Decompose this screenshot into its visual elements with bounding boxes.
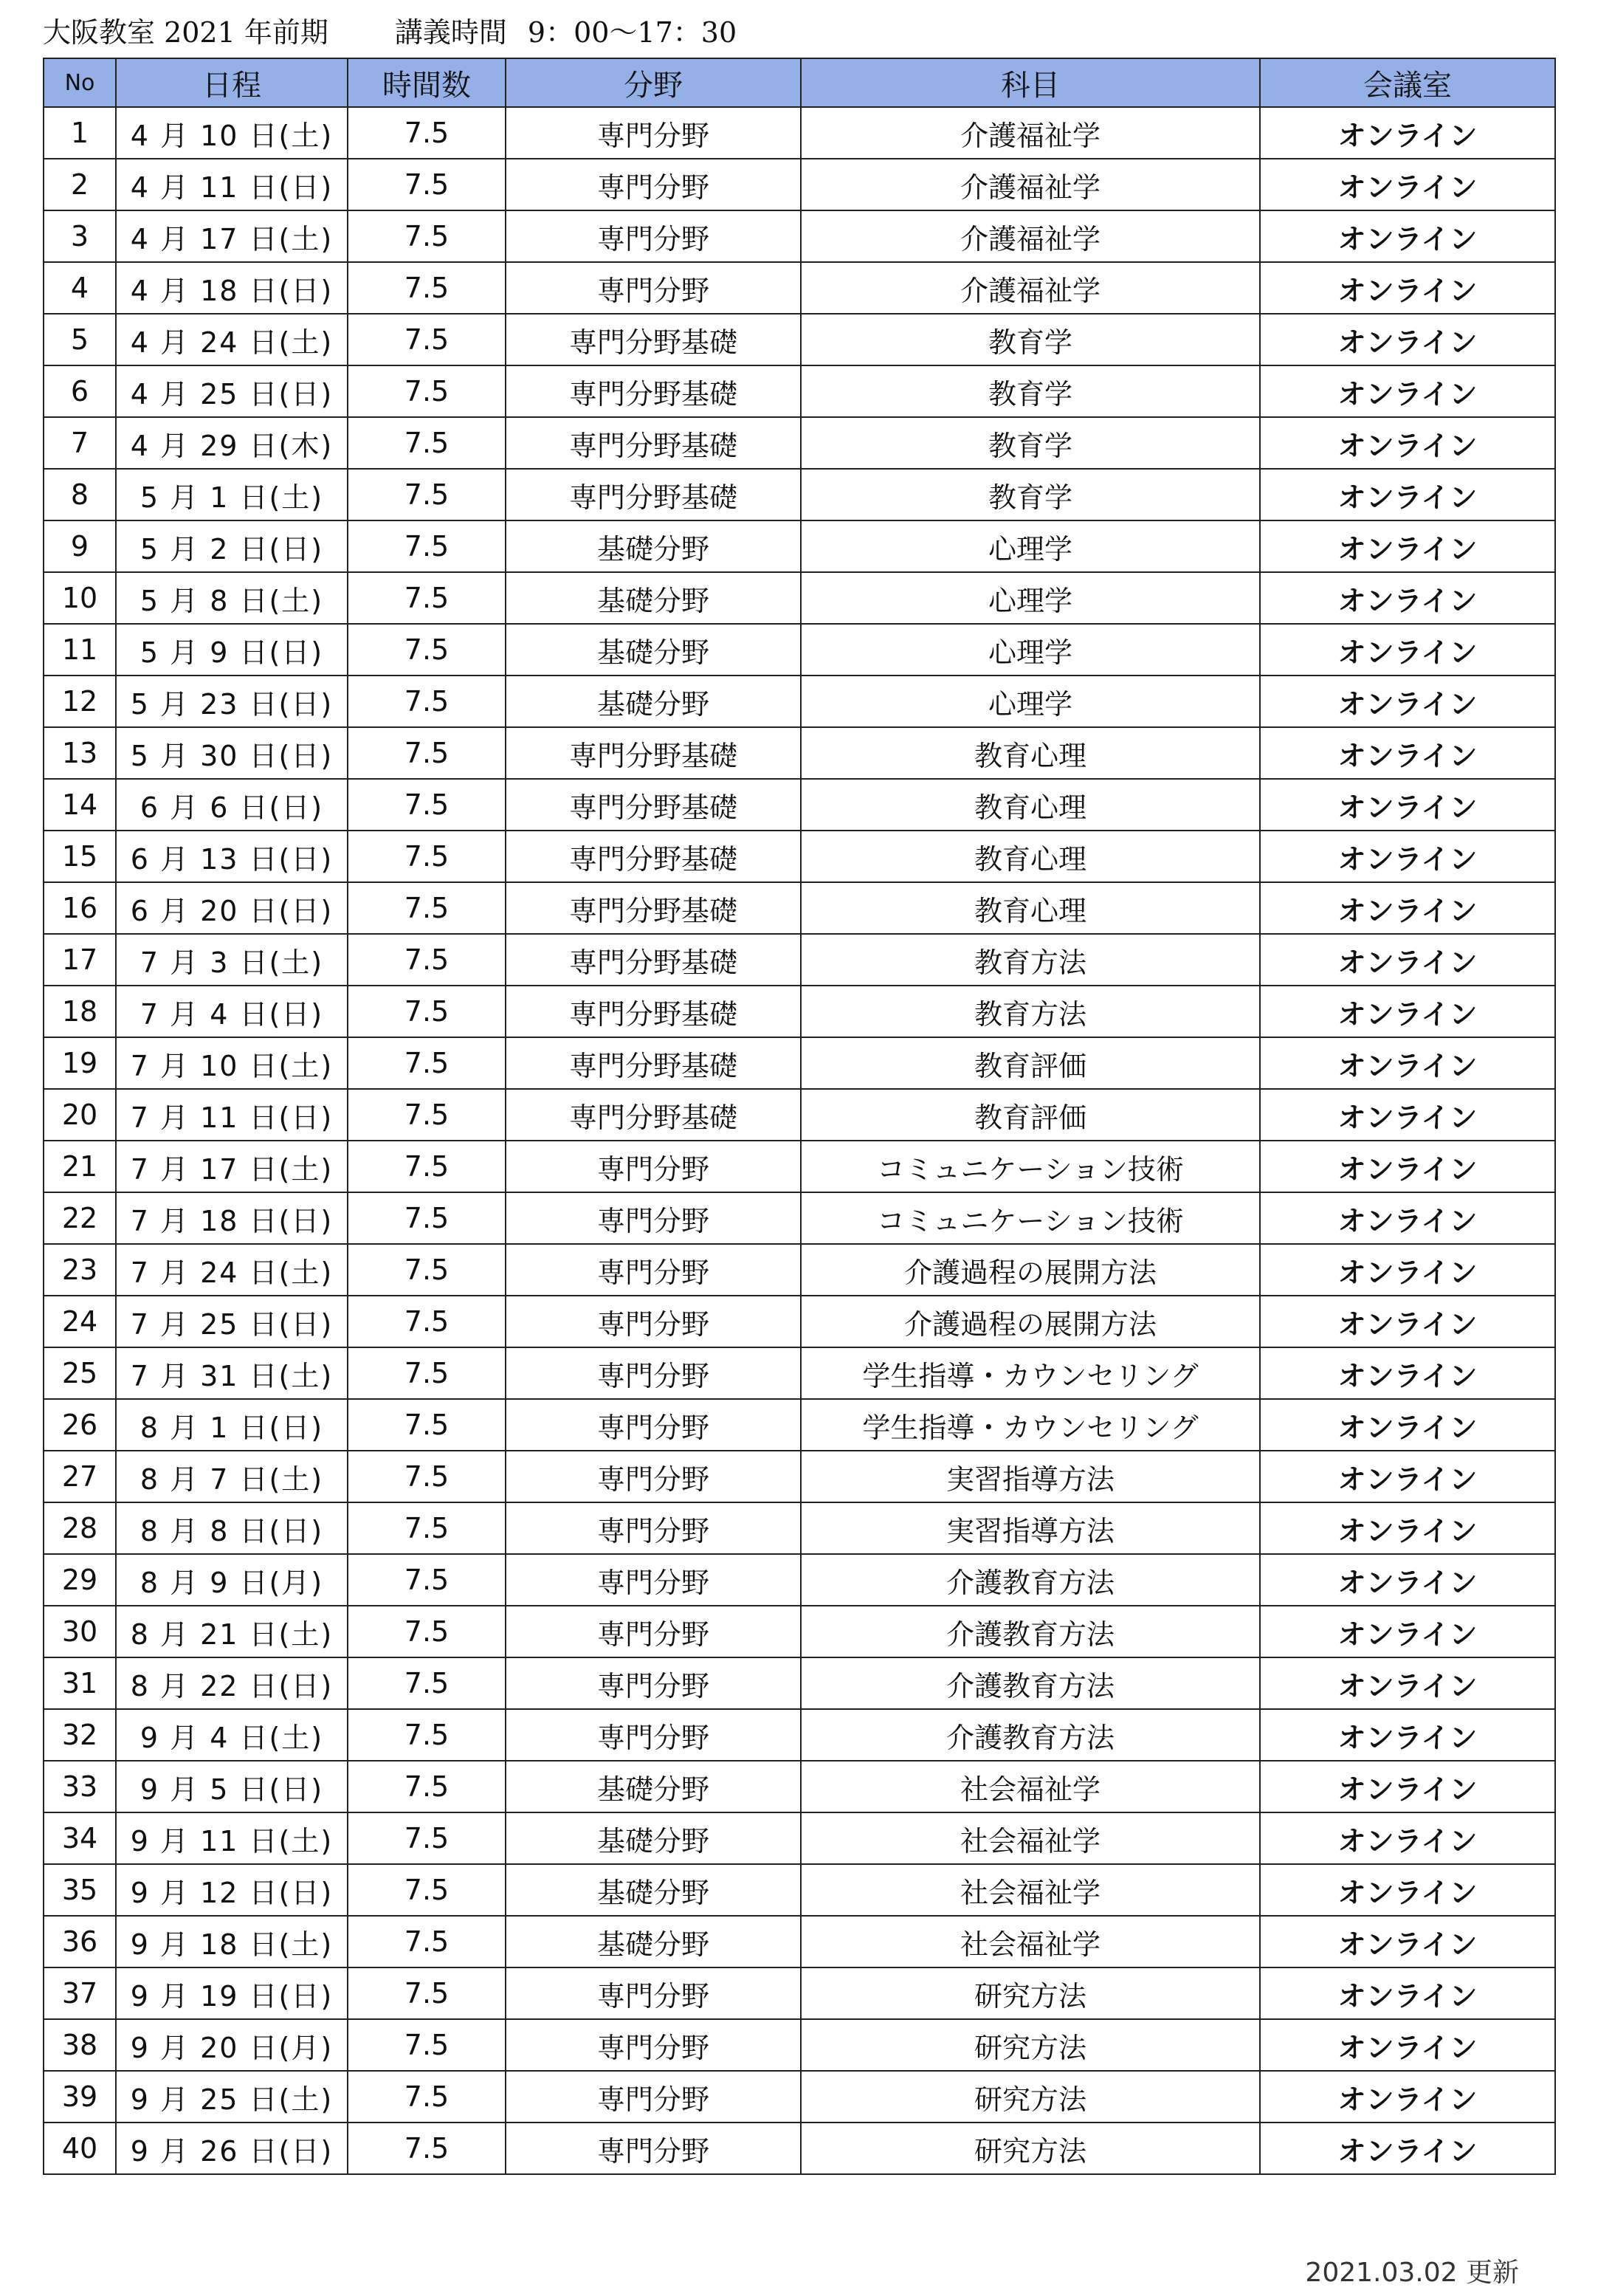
row-date: 9 月 5 日(日) [116,1761,348,1812]
row-field: 専門分野基礎 [506,986,801,1037]
row-hours: 7.5 [348,779,506,831]
table-row [44,1864,1555,1916]
row-number: 12 [44,676,116,727]
row-subject: 介護教育方法 [801,1657,1260,1709]
row-hours: 7.5 [348,624,506,676]
lecture-hours-value: 9：00～17：30 [527,16,737,49]
row-subject: 心理学 [801,572,1260,624]
row-subject: 教育学 [801,314,1260,365]
row-field: 専門分野 [506,1399,801,1451]
row-field: 専門分野基礎 [506,831,801,882]
row-hours: 7.5 [348,1037,506,1089]
row-field: 基礎分野 [506,1916,801,1967]
row-subject: 介護教育方法 [801,1554,1260,1606]
row-date: 6 月 20 日(日) [116,882,348,934]
row-hours: 7.5 [348,469,506,520]
row-hours: 7.5 [348,1812,506,1864]
row-hours: 7.5 [348,262,506,314]
row-date: 7 月 3 日(土) [116,934,348,986]
row-room: オンライン [1260,314,1555,365]
row-room: オンライン [1260,1451,1555,1502]
row-number: 37 [44,1967,116,2019]
row-hours: 7.5 [348,210,506,262]
row-subject: 介護過程の展開方法 [801,1244,1260,1296]
table-row [44,1761,1555,1812]
row-field: 専門分野 [506,262,801,314]
row-subject: 介護福祉学 [801,262,1260,314]
row-field: 専門分野 [506,1967,801,2019]
row-subject: 教育方法 [801,986,1260,1037]
row-field: 専門分野基礎 [506,314,801,365]
row-date: 8 月 1 日(日) [116,1399,348,1451]
row-subject: 研究方法 [801,2019,1260,2071]
row-room: オンライン [1260,417,1555,469]
row-hours: 7.5 [348,1192,506,1244]
row-date: 9 月 18 日(土) [116,1916,348,1967]
row-date: 5 月 2 日(日) [116,520,348,572]
row-field: 専門分野基礎 [506,1037,801,1089]
row-hours: 7.5 [348,1606,506,1657]
row-subject: 心理学 [801,520,1260,572]
row-field: 専門分野 [506,1709,801,1761]
row-room: オンライン [1260,624,1555,676]
document-header [43,10,737,55]
row-field: 専門分野 [506,1141,801,1192]
row-room: オンライン [1260,1037,1555,1089]
row-subject: 教育心理 [801,727,1260,779]
row-room: オンライン [1260,159,1555,210]
row-subject: 教育評価 [801,1037,1260,1089]
row-number: 33 [44,1761,116,1812]
row-date: 9 月 20 日(月) [116,2019,348,2071]
row-number: 2 [44,159,116,210]
row-subject: 教育学 [801,365,1260,417]
row-hours: 7.5 [348,1761,506,1812]
row-subject: 研究方法 [801,1967,1260,2019]
table-row [44,882,1555,934]
row-date: 7 月 18 日(日) [116,1192,348,1244]
row-field: 専門分野 [506,107,801,159]
row-subject: 介護福祉学 [801,107,1260,159]
row-date: 9 月 19 日(日) [116,1967,348,2019]
row-subject: 社会福祉学 [801,1761,1260,1812]
row-field: 専門分野基礎 [506,469,801,520]
row-date: 4 月 17 日(土) [116,210,348,262]
row-subject: 心理学 [801,676,1260,727]
row-date: 4 月 25 日(日) [116,365,348,417]
row-date: 7 月 11 日(日) [116,1089,348,1141]
row-room: オンライン [1260,1141,1555,1192]
row-room: オンライン [1260,1812,1555,1864]
row-field: 基礎分野 [506,1812,801,1864]
row-room: オンライン [1260,831,1555,882]
row-subject: 介護過程の展開方法 [801,1296,1260,1347]
table-body [44,107,1555,2174]
row-room: オンライン [1260,882,1555,934]
row-room: オンライン [1260,1089,1555,1141]
table-row [44,520,1555,572]
row-subject: コミュニケーション技術 [801,1141,1260,1192]
row-room: オンライン [1260,1399,1555,1451]
table-row [44,1502,1555,1554]
row-hours: 7.5 [348,1089,506,1141]
row-room: オンライン [1260,1554,1555,1606]
table-row [44,1296,1555,1347]
row-room: オンライン [1260,2019,1555,2071]
table-row [44,1967,1555,2019]
table-row [44,1141,1555,1192]
row-field: 専門分野 [506,2019,801,2071]
table-row [44,2071,1555,2123]
table-row [44,210,1555,262]
table-row [44,1244,1555,1296]
row-room: オンライン [1260,1192,1555,1244]
row-number: 23 [44,1244,116,1296]
row-room: オンライン [1260,1296,1555,1347]
row-date: 5 月 23 日(日) [116,676,348,727]
column-header-subject: 科目 [801,58,1260,107]
row-date: 7 月 24 日(土) [116,1244,348,1296]
row-number: 36 [44,1916,116,1967]
row-subject: 心理学 [801,624,1260,676]
row-field: 専門分野基礎 [506,779,801,831]
table-row [44,779,1555,831]
row-number: 32 [44,1709,116,1761]
row-hours: 7.5 [348,2071,506,2123]
row-room: オンライン [1260,1967,1555,2019]
column-header-field: 分野 [506,58,801,107]
row-subject: 介護教育方法 [801,1606,1260,1657]
table-row [44,986,1555,1037]
row-hours: 7.5 [348,1451,506,1502]
row-date: 9 月 25 日(土) [116,2071,348,2123]
row-date: 4 月 29 日(木) [116,417,348,469]
row-date: 8 月 7 日(土) [116,1451,348,1502]
row-date: 9 月 4 日(土) [116,1709,348,1761]
row-subject: 教育心理 [801,882,1260,934]
row-field: 専門分野基礎 [506,727,801,779]
row-date: 8 月 8 日(日) [116,1502,348,1554]
row-date: 5 月 9 日(日) [116,624,348,676]
row-number: 30 [44,1606,116,1657]
row-number: 38 [44,2019,116,2071]
row-field: 基礎分野 [506,572,801,624]
row-number: 7 [44,417,116,469]
table-row [44,1347,1555,1399]
row-field: 専門分野 [506,1296,801,1347]
row-number: 11 [44,624,116,676]
row-number: 8 [44,469,116,520]
row-number: 34 [44,1812,116,1864]
table-row [44,107,1555,159]
row-field: 基礎分野 [506,624,801,676]
table-row [44,159,1555,210]
table-row [44,2019,1555,2071]
row-number: 27 [44,1451,116,1502]
column-header-room: 会議室 [1260,58,1555,107]
row-field: 基礎分野 [506,1761,801,1812]
row-field: 専門分野 [506,2071,801,2123]
table-row [44,1916,1555,1967]
row-hours: 7.5 [348,934,506,986]
row-room: オンライン [1260,1606,1555,1657]
row-hours: 7.5 [348,572,506,624]
row-subject: 介護教育方法 [801,1709,1260,1761]
row-hours: 7.5 [348,1347,506,1399]
table-row [44,469,1555,520]
row-date: 6 月 6 日(日) [116,779,348,831]
row-room: オンライン [1260,1864,1555,1916]
row-room: オンライン [1260,107,1555,159]
row-room: オンライン [1260,727,1555,779]
table-row [44,1399,1555,1451]
row-number: 6 [44,365,116,417]
row-field: 専門分野基礎 [506,934,801,986]
row-date: 4 月 11 日(日) [116,159,348,210]
row-number: 19 [44,1037,116,1089]
row-subject: 介護福祉学 [801,210,1260,262]
row-hours: 7.5 [348,1244,506,1296]
row-field: 専門分野 [506,159,801,210]
row-date: 7 月 25 日(日) [116,1296,348,1347]
table-row [44,1451,1555,1502]
row-field: 専門分野基礎 [506,882,801,934]
row-number: 31 [44,1657,116,1709]
row-hours: 7.5 [348,727,506,779]
row-field: 専門分野 [506,1502,801,1554]
row-room: オンライン [1260,2071,1555,2123]
row-hours: 7.5 [348,1141,506,1192]
row-number: 15 [44,831,116,882]
row-date: 5 月 8 日(土) [116,572,348,624]
row-room: オンライン [1260,365,1555,417]
row-room: オンライン [1260,520,1555,572]
row-field: 専門分野基礎 [506,365,801,417]
row-subject: 介護福祉学 [801,159,1260,210]
row-room: オンライン [1260,1761,1555,1812]
row-room: オンライン [1260,779,1555,831]
lecture-hours-label: 講義時間 [394,16,507,49]
row-subject: 教育方法 [801,934,1260,986]
row-hours: 7.5 [348,831,506,882]
row-subject: コミュニケーション技術 [801,1192,1260,1244]
row-field: 専門分野基礎 [506,417,801,469]
row-hours: 7.5 [348,159,506,210]
row-number: 17 [44,934,116,986]
row-number: 40 [44,2123,116,2174]
row-date: 9 月 11 日(土) [116,1812,348,1864]
row-field: 専門分野 [506,210,801,262]
row-room: オンライン [1260,934,1555,986]
row-number: 25 [44,1347,116,1399]
row-subject: 社会福祉学 [801,1916,1260,1967]
row-number: 20 [44,1089,116,1141]
row-number: 9 [44,520,116,572]
table-row [44,1657,1555,1709]
row-hours: 7.5 [348,986,506,1037]
row-room: オンライン [1260,1916,1555,1967]
row-hours: 7.5 [348,2123,506,2174]
row-hours: 7.5 [348,2019,506,2071]
row-subject: 実習指導方法 [801,1502,1260,1554]
row-subject: 教育心理 [801,831,1260,882]
row-field: 専門分野 [506,1554,801,1606]
table-row [44,1192,1555,1244]
column-header-no: No [44,58,116,107]
row-number: 35 [44,1864,116,1916]
row-hours: 7.5 [348,365,506,417]
table-row [44,1812,1555,1864]
row-hours: 7.5 [348,417,506,469]
row-subject: 社会福祉学 [801,1812,1260,1864]
table-row [44,676,1555,727]
table-row [44,2123,1555,2174]
row-number: 10 [44,572,116,624]
table-row [44,262,1555,314]
row-subject: 実習指導方法 [801,1451,1260,1502]
row-number: 16 [44,882,116,934]
row-field: 専門分野 [506,1192,801,1244]
row-field: 専門分野 [506,1347,801,1399]
row-number: 21 [44,1141,116,1192]
table-row [44,314,1555,365]
row-date: 9 月 26 日(日) [116,2123,348,2174]
row-field: 専門分野基礎 [506,1089,801,1141]
row-room: オンライン [1260,1347,1555,1399]
row-subject: 研究方法 [801,2123,1260,2174]
row-room: オンライン [1260,676,1555,727]
row-hours: 7.5 [348,1709,506,1761]
table-header-row [44,58,1555,107]
row-field: 基礎分野 [506,1864,801,1916]
row-field: 専門分野 [506,1244,801,1296]
row-room: オンライン [1260,986,1555,1037]
row-subject: 学生指導・カウンセリング [801,1399,1260,1451]
table-row [44,1089,1555,1141]
row-hours: 7.5 [348,1399,506,1451]
column-header-hours: 時間数 [348,58,506,107]
column-header-date: 日程 [116,58,348,107]
row-room: オンライン [1260,1657,1555,1709]
row-date: 5 月 30 日(日) [116,727,348,779]
row-room: オンライン [1260,1502,1555,1554]
row-date: 5 月 1 日(土) [116,469,348,520]
row-date: 6 月 13 日(日) [116,831,348,882]
row-hours: 7.5 [348,1502,506,1554]
row-room: オンライン [1260,210,1555,262]
table-row [44,1037,1555,1089]
row-subject: 社会福祉学 [801,1864,1260,1916]
row-date: 7 月 31 日(土) [116,1347,348,1399]
table-row [44,572,1555,624]
row-number: 39 [44,2071,116,2123]
row-room: オンライン [1260,262,1555,314]
row-room: オンライン [1260,1709,1555,1761]
document-title: 大阪教室 2021 年前期 [43,16,328,49]
table-row [44,934,1555,986]
row-number: 28 [44,1502,116,1554]
table-row [44,1554,1555,1606]
row-subject: 教育学 [801,417,1260,469]
row-subject: 学生指導・カウンセリング [801,1347,1260,1399]
row-number: 18 [44,986,116,1037]
table-row [44,1606,1555,1657]
row-field: 専門分野 [506,1657,801,1709]
row-hours: 7.5 [348,676,506,727]
row-date: 4 月 24 日(土) [116,314,348,365]
row-hours: 7.5 [348,882,506,934]
row-hours: 7.5 [348,520,506,572]
table-row [44,727,1555,779]
table-row [44,624,1555,676]
row-number: 26 [44,1399,116,1451]
row-field: 専門分野 [506,2123,801,2174]
row-date: 9 月 12 日(日) [116,1864,348,1916]
row-hours: 7.5 [348,107,506,159]
row-field: 専門分野 [506,1451,801,1502]
row-hours: 7.5 [348,1296,506,1347]
row-field: 基礎分野 [506,676,801,727]
table-row [44,417,1555,469]
row-subject: 教育学 [801,469,1260,520]
row-number: 22 [44,1192,116,1244]
schedule-table [43,58,1556,2175]
row-number: 4 [44,262,116,314]
table-row [44,831,1555,882]
row-subject: 教育心理 [801,779,1260,831]
row-date: 8 月 21 日(土) [116,1606,348,1657]
table-row [44,365,1555,417]
row-date: 7 月 10 日(土) [116,1037,348,1089]
row-number: 29 [44,1554,116,1606]
row-number: 3 [44,210,116,262]
row-date: 7 月 4 日(日) [116,986,348,1037]
row-hours: 7.5 [348,1916,506,1967]
row-subject: 研究方法 [801,2071,1260,2123]
row-number: 1 [44,107,116,159]
row-number: 13 [44,727,116,779]
row-number: 5 [44,314,116,365]
table-row [44,1709,1555,1761]
row-subject: 教育評価 [801,1089,1260,1141]
row-date: 8 月 22 日(日) [116,1657,348,1709]
row-room: オンライン [1260,1244,1555,1296]
row-hours: 7.5 [348,1657,506,1709]
row-hours: 7.5 [348,1554,506,1606]
row-date: 4 月 18 日(日) [116,262,348,314]
row-date: 4 月 10 日(土) [116,107,348,159]
updated-note: 2021.03.02 更新 [1305,2258,1519,2288]
row-number: 24 [44,1296,116,1347]
row-date: 8 月 9 日(月) [116,1554,348,1606]
row-hours: 7.5 [348,314,506,365]
row-field: 専門分野 [506,1606,801,1657]
row-room: オンライン [1260,469,1555,520]
row-field: 基礎分野 [506,520,801,572]
row-room: オンライン [1260,2123,1555,2174]
row-hours: 7.5 [348,1967,506,2019]
row-room: オンライン [1260,572,1555,624]
row-date: 7 月 17 日(土) [116,1141,348,1192]
row-hours: 7.5 [348,1864,506,1916]
row-number: 14 [44,779,116,831]
